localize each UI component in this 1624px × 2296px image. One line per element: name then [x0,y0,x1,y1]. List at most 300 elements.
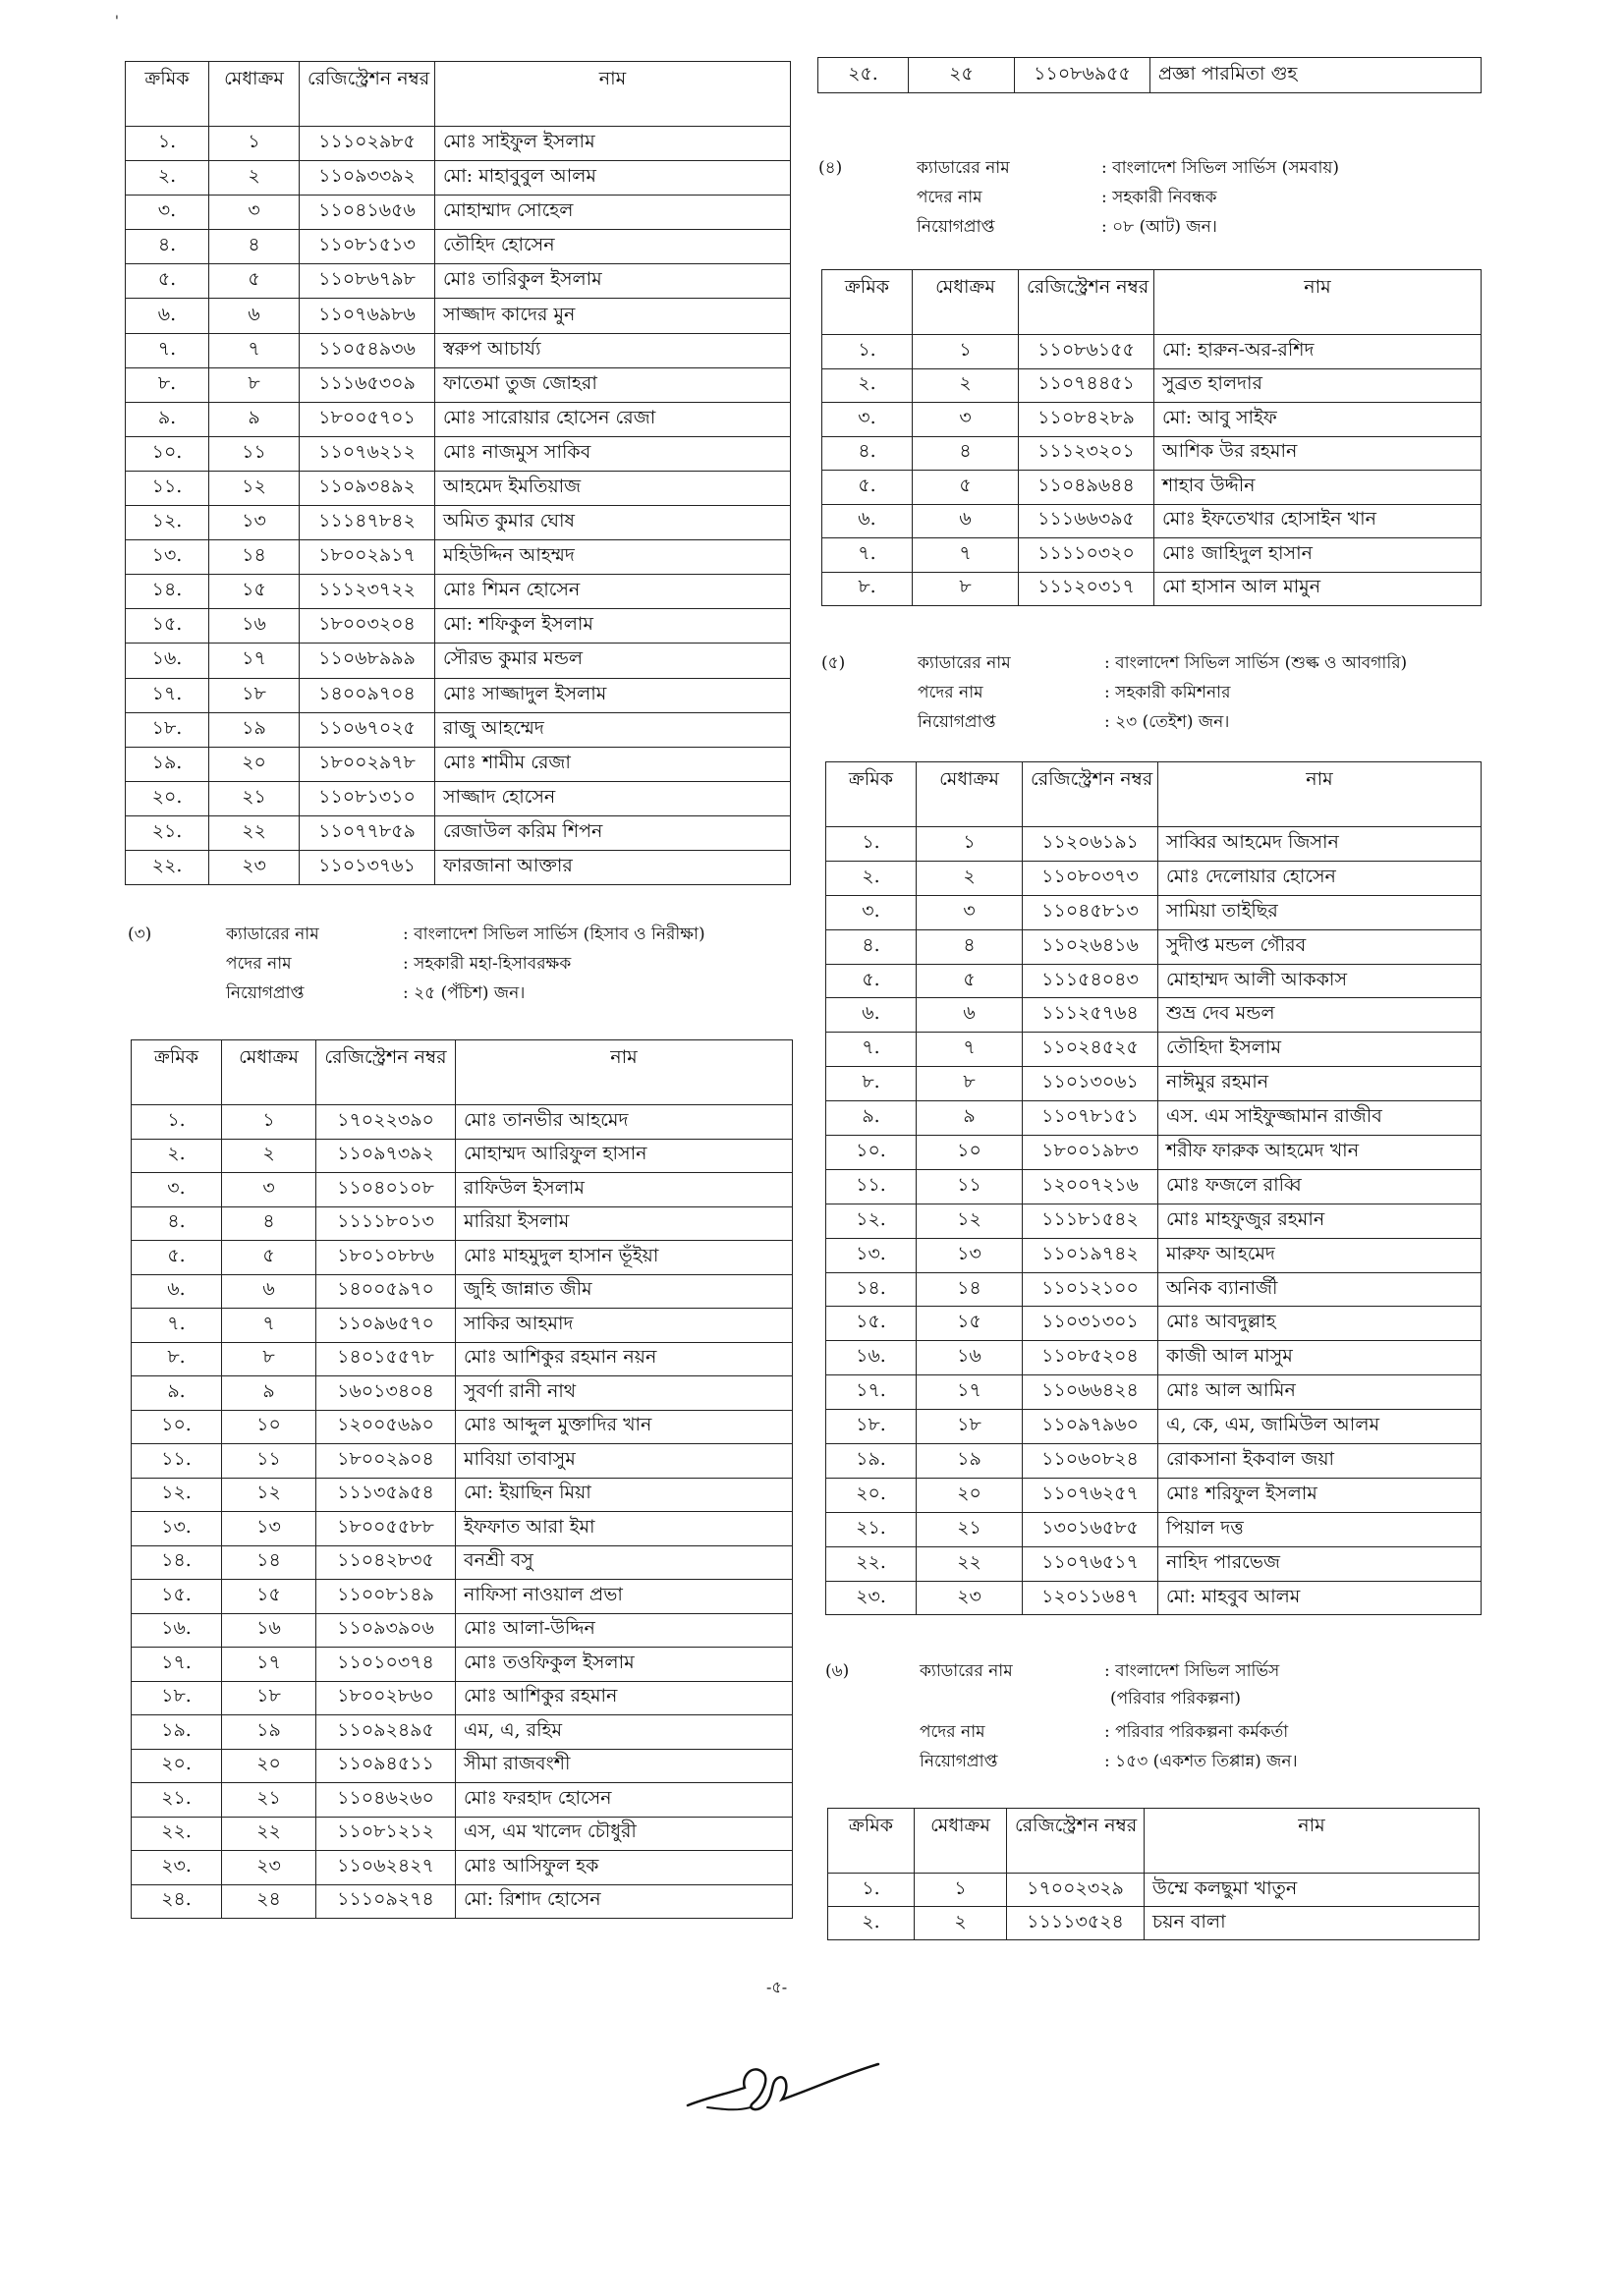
name-cell: এস. এম সাইফুজ্জামান রাজীব [1158,1101,1482,1136]
registration-cell: ১১০৮৫২০৪ [1023,1341,1158,1375]
table-row [826,895,1482,929]
serial-cell: ৭. [826,1033,917,1067]
merit-cell: ৮ [222,1342,316,1376]
serial-cell: ১৭. [126,678,209,712]
merit-cell: ২১ [209,781,300,815]
merit-cell: ১৭ [209,644,300,678]
merit-cell: ২৩ [222,1851,316,1885]
name-cell: মো: ইয়াছিন মিয়া [456,1478,793,1512]
table-row [826,1375,1482,1410]
name-cell: পিয়াল দত্ত [1158,1512,1482,1546]
merit-cell: ১৬ [917,1341,1023,1375]
merit-cell: ২১ [917,1512,1023,1546]
header-merit: মেধাক্রম [915,1809,1007,1874]
registration-cell: ১১১০৯২৭৪ [316,1884,456,1919]
merit-cell: ২০ [222,1749,316,1783]
name-cell: মোঃ ফরহাদ হোসেন [456,1783,793,1818]
merit-cell: ১৫ [222,1580,316,1614]
post-label: পদের নাম [917,188,982,207]
registration-cell: ১৪০০৯৭০৪ [300,678,435,712]
serial-cell: ১০. [132,1410,222,1444]
name-cell: মোঃ তানভীর আহমেদ [456,1105,793,1140]
registration-cell: ১৭০০২৩২৯ [1007,1874,1145,1907]
table-row [126,230,791,264]
merit-cell: ১৯ [209,712,300,747]
registration-cell: ১২০০৭২১৬ [1023,1169,1158,1204]
registration-cell: ১৮০০২৮৬০ [316,1681,456,1715]
name-cell: সুব্রত হালদার [1154,368,1482,403]
serial-cell: ২০. [126,781,209,815]
table-row [132,1884,793,1919]
table-row [826,1136,1482,1170]
table-row [126,299,791,333]
serial-cell: ৫. [822,471,913,505]
table-row [826,929,1482,964]
name-cell: কাজী আল মাসুম [1158,1341,1482,1375]
table-row [132,1851,793,1885]
cadre-label: ক্যাডারের নাম [920,1661,1013,1681]
merit-cell: ৭ [917,1033,1023,1067]
registration-cell: ১১০৮৬৭৯৮ [300,264,435,299]
serial-cell: ৬. [822,504,913,538]
name-cell: মোঃ আশিকুর রহমান [456,1681,793,1715]
registration-cell: ১১০৮৬১৫৫ [1019,335,1154,369]
serial-cell: ১৪. [126,575,209,609]
serial-cell: ১. [828,1874,915,1907]
registration-cell: ১১০৬৭০২৫ [300,712,435,747]
table-cadre-2 [125,61,791,885]
serial-cell: ১৭. [132,1648,222,1682]
name-cell: বনশ্রী বসু [456,1545,793,1580]
name-cell: মোঃ তওফিকুল ইসলাম [456,1648,793,1682]
merit-cell: ৯ [209,402,300,436]
merit-cell: ২ [913,368,1019,403]
serial-cell: ৭. [132,1309,222,1343]
name-cell: উম্মে কলছুমা খাতুন [1145,1874,1480,1907]
registration-cell: ১১১৮১৫৪২ [1023,1204,1158,1238]
merit-cell: ৮ [913,572,1019,606]
header-merit: মেধাক্রম [913,270,1019,335]
name-cell: সাজ্জাদ হোসেন [435,781,791,815]
page-number: -৫- [766,1978,788,1996]
header-name: নাম [1158,762,1482,827]
table-row [132,1648,793,1682]
serial-cell: ১১. [132,1444,222,1479]
name-cell: মো: আবু সাইফ [1154,403,1482,437]
serial-cell: ৯. [126,402,209,436]
registration-cell: ১১০৯৪৫১১ [316,1749,456,1783]
merit-cell: ৬ [917,998,1023,1033]
registration-cell: ১১০২৬৪১৬ [1023,929,1158,964]
table-row [132,1512,793,1546]
merit-cell: ১৫ [917,1307,1023,1341]
table-row [126,644,791,678]
merit-cell: ১ [209,127,300,161]
name-cell: মারিয়া ইসলাম [456,1206,793,1241]
cadre-value: : বাংলাদেশ সিভিল সার্ভিস (শুল্ক ও আবগারি) [1104,653,1408,673]
registration-cell: ১১০৪৫৮১৩ [1023,895,1158,929]
serial-cell: ১৬. [132,1613,222,1648]
merit-cell: ১৮ [917,1410,1023,1444]
header-serial: ক্রমিক [132,1040,222,1105]
serial-cell: ১. [822,335,913,369]
registration-cell: ১৮০০৩২০৪ [300,609,435,644]
merit-cell: ২ [222,1139,316,1173]
serial-cell: ৬. [132,1274,222,1309]
serial-cell: ৩. [126,196,209,230]
table-row [132,1105,793,1140]
count-label: নিয়োগপ্রাপ্ত [920,1752,998,1771]
merit-cell: ১ [913,335,1019,369]
table-row [132,1783,793,1818]
table-row [822,572,1482,606]
header-name: নাম [1145,1809,1480,1874]
name-cell: সীমা রাজবংশী [456,1749,793,1783]
merit-cell: ২ [209,161,300,196]
serial-cell: ১৯. [826,1444,917,1479]
name-cell: মো: মাহাবুবুল আলম [435,161,791,196]
merit-cell: ৫ [917,964,1023,998]
table-row [126,678,791,712]
table-row [126,781,791,815]
serial-cell: ২. [828,1907,915,1940]
table-row [826,1307,1482,1341]
name-cell: মোঃ সাজ্জাদুল ইসলাম [435,678,791,712]
registration-cell: ১৪০০৫৯৭০ [316,1274,456,1309]
registration-cell: ১৭০২২৩৯০ [316,1105,456,1140]
table-row [826,827,1482,862]
serial-cell: ৭. [126,333,209,367]
name-cell: মোঃ আল আমিন [1158,1375,1482,1410]
registration-cell: ১১০৬৬৪২৪ [1023,1375,1158,1410]
count-label: নিয়োগপ্রাপ্ত [918,712,996,732]
serial-cell: ৯. [132,1376,222,1411]
registration-cell: ১১০১৯৭৪২ [1023,1238,1158,1272]
name-cell: মোঃ সারোয়ার হোসেন রেজা [435,402,791,436]
header-serial: ক্রমিক [822,270,913,335]
merit-cell: ১ [917,827,1023,862]
post-value: : পরিবার পরিকল্পনা কর্মকর্তা [1104,1722,1289,1742]
table-row [822,368,1482,403]
table-row [132,1749,793,1783]
table-row [826,1067,1482,1101]
cadre-value-line-2: (পরিবার পরিকল্পনা) [1110,1689,1242,1708]
merit-cell: ৭ [222,1309,316,1343]
table-row [132,1342,793,1376]
name-cell: মোঃ আশিকুর রহমান নয়ন [456,1342,793,1376]
registration-cell: ১১০৬২৪২৭ [316,1851,456,1885]
serial-cell: ২. [822,368,913,403]
name-cell: সাকির আহমাদ [456,1309,793,1343]
serial-cell: ৪. [826,929,917,964]
merit-cell: ৯ [222,1376,316,1411]
name-cell: নাফিসা নাওয়াল প্রভা [456,1580,793,1614]
registration-cell: ১১১২৩৭২২ [300,575,435,609]
serial-cell: ২৪. [132,1884,222,1919]
name-cell: অমিত কুমার ঘোষ [435,506,791,540]
name-cell: রাফিউল ইসলাম [456,1173,793,1207]
merit-cell: ১২ [209,471,300,505]
serial-cell: ২০. [826,1478,917,1512]
header-serial: ক্রমিক [826,762,917,827]
name-cell: তৌহিদ হোসেন [435,230,791,264]
registration-cell: ১২০১১৬৪৭ [1023,1581,1158,1615]
merit-cell: ১৩ [222,1512,316,1546]
table-row [126,471,791,505]
count-value: : ২৫ (পঁচিশ) জন। [403,983,526,1003]
name-cell: মো: হারুন-অর-রশিদ [1154,335,1482,369]
serial-cell: ২২. [126,850,209,884]
name-cell: সুবর্ণা রানী নাথ [456,1376,793,1411]
table-row [132,1817,793,1851]
merit-cell: ১৬ [209,609,300,644]
table-row [126,506,791,540]
merit-cell: ৫ [913,471,1019,505]
header-serial: ক্রমিক [828,1809,915,1874]
merit-cell: ১১ [209,436,300,471]
cadre-value: : বাংলাদেশ সিভিল সার্ভিস [1104,1661,1280,1681]
serial-cell: ১২. [826,1204,917,1238]
table-row [126,575,791,609]
name-cell: মোঃ ফজলে রাব্বি [1158,1169,1482,1204]
post-value: : সহকারী কমিশনার [1104,683,1231,702]
serial-cell: ৫. [126,264,209,299]
name-cell: রেজাউল করিম শিপন [435,815,791,850]
registration-cell: ১১২০৬১৯১ [1023,827,1158,862]
registration-cell: ১১০৭৬৯৮৬ [300,299,435,333]
header-registration: রেজিস্ট্রেশন নম্বর [1023,762,1158,827]
merit-cell: ৭ [913,538,1019,573]
merit-cell: ১৮ [209,678,300,712]
registration-cell: ১১১২০৩১৭ [1019,572,1154,606]
section-number: (৬) [825,1661,850,1681]
serial-cell: ২০. [132,1749,222,1783]
table-row [132,1613,793,1648]
name-cell: মোঃ মাহফুজুর রহমান [1158,1204,1482,1238]
table-row [822,471,1482,505]
name-cell: মোঃ আলা-উদ্দিন [456,1613,793,1648]
registration-cell: ১১০৮৪২৮৯ [1019,403,1154,437]
name-cell: ফারজানা আক্তার [435,850,791,884]
registration-cell: ১১০৪২৮৩৫ [316,1545,456,1580]
table-row [826,1341,1482,1375]
table-row [822,403,1482,437]
registration-cell: ১১০৮১৩১০ [300,781,435,815]
serial-cell: ২২. [826,1546,917,1581]
header-serial: ক্রমিক [126,62,209,127]
registration-cell: ১১০৯৬৫৭০ [316,1309,456,1343]
registration-cell: ১১০৯৩৯০৬ [316,1613,456,1648]
name-cell: মোঃ দেলোয়ার হোসেন [1158,861,1482,895]
count-value: : ২৩ (তেইশ) জন। [1104,712,1230,732]
name-cell: তৌহিদা ইসলাম [1158,1033,1482,1067]
merit-cell: ১ [915,1874,1007,1907]
table-cadre-3 [131,1039,793,1919]
registration-cell: ১১১১৩৫২৪ [1007,1907,1145,1940]
name-cell: মোহাম্মদ আরিফুল হাসান [456,1139,793,1173]
merit-cell: ১৪ [222,1545,316,1580]
name-cell: নাঈমুর রহমান [1158,1067,1482,1101]
header-registration: রেজিস্ট্রেশন নম্বর [316,1040,456,1105]
table-row [822,436,1482,471]
name-cell: মোঃ আব্দুল মুক্তাদির খান [456,1410,793,1444]
table-row [132,1274,793,1309]
registration-cell: ১১০৫৪৯৩৬ [300,333,435,367]
registration-cell: ১১০৪০১০৮ [316,1173,456,1207]
post-value: : সহকারী নিবন্ধক [1101,188,1217,207]
serial-cell: ২. [826,861,917,895]
table-row [132,1309,793,1343]
merit-cell: ২৪ [222,1884,316,1919]
registration-cell: ১১১৫৪০৪৩ [1023,964,1158,998]
table-row [126,712,791,747]
count-value: : ১৫৩ (একশত তিপ্পান্ন) জন। [1104,1752,1298,1771]
serial-cell: ২৩. [132,1851,222,1885]
table-row [126,196,791,230]
merit-cell: ৩ [222,1173,316,1207]
post-value: : সহকারী মহা-হিসাবরক্ষক [403,954,572,974]
merit-cell: ১৩ [917,1238,1023,1272]
section-number: (৪) [818,158,843,178]
merit-cell: ২২ [222,1817,316,1851]
serial-cell: ১৭. [826,1375,917,1410]
post-label: পদের নাম [226,954,292,974]
table-row [822,504,1482,538]
registration-cell: ১১০৮১২১২ [316,1817,456,1851]
registration-cell: ১৬০১৩৪০৪ [316,1376,456,1411]
cadre-label: ক্যাডারের নাম [918,653,1011,673]
registration-cell: ১১০১০৩৭৪ [316,1648,456,1682]
table-row [826,1238,1482,1272]
merit-cell: ১৭ [222,1648,316,1682]
table-row [826,1512,1482,1546]
serial-cell: ৬. [826,998,917,1033]
merit-cell: ৬ [209,299,300,333]
registration-cell: ১১০১৩০৬১ [1023,1067,1158,1101]
merit-cell: ১৩ [209,506,300,540]
table-row [826,1272,1482,1307]
name-cell: মোঃ নাজমুস সাকিব [435,436,791,471]
merit-cell: ৪ [209,230,300,264]
registration-cell: ১১১১০৩২০ [1019,538,1154,573]
cadre-value: : বাংলাদেশ সিভিল সার্ভিস (সমবায়) [1101,158,1340,178]
name-cell: সাজ্জাদ কাদের মুন [435,299,791,333]
registration-cell: ১৮০০২৯০৪ [316,1444,456,1479]
table-row [126,436,791,471]
serial-cell: ৭. [822,538,913,573]
table-row [826,1033,1482,1067]
table-row [132,1444,793,1479]
table-row [822,335,1482,369]
merit-cell: ২৩ [917,1581,1023,1615]
merit-cell: ২৩ [209,850,300,884]
name-cell: সামিয়া তাইছির [1158,895,1482,929]
table-row [126,367,791,402]
registration-cell: ১১০১৩৭৬১ [300,850,435,884]
name-cell: স্বরুপ আচার্য্য [435,333,791,367]
table-row [132,1580,793,1614]
serial-cell: ১২. [132,1478,222,1512]
registration-cell: ১১০৯৩৩৯২ [300,161,435,196]
registration-cell: ১১০৯৩৪৯২ [300,471,435,505]
registration-cell: ১১০২৪৫২৫ [1023,1033,1158,1067]
serial-cell: ১৯. [132,1715,222,1750]
post-label: পদের নাম [918,683,983,702]
name-cell: সুদীপ্ত মন্ডল গৌরব [1158,929,1482,964]
header-registration: রেজিস্ট্রেশন নম্বর [1007,1809,1145,1874]
header-name: নাম [456,1040,793,1105]
table-row [126,161,791,196]
name-cell: মো: মাহবুব আলম [1158,1581,1482,1615]
count-value: : ০৮ (আট) জন। [1101,217,1217,237]
merit-cell: ৩ [913,403,1019,437]
name-cell: রাজু আহম্মেদ [435,712,791,747]
name-cell: মো হাসান আল মামুন [1154,572,1482,606]
merit-cell: ৪ [913,436,1019,471]
serial-cell: ৩. [132,1173,222,1207]
serial-cell: ২১. [126,815,209,850]
name-cell: ফাতেমা তুজ জোহরা [435,367,791,402]
name-cell: মোঃ জাহিদুল হাসান [1154,538,1482,573]
count-label: নিয়োগপ্রাপ্ত [917,217,995,237]
table-row [826,1410,1482,1444]
registration-cell: ১১০০৮১৪৯ [316,1580,456,1614]
table-row [126,264,791,299]
serial-cell: ৫. [132,1241,222,1275]
registration-cell: ১১১১৮০১৩ [316,1206,456,1241]
merit-cell: ৮ [917,1067,1023,1101]
merit-cell: ২ [917,861,1023,895]
serial-cell: ১৩. [126,540,209,575]
merit-cell: ২২ [209,815,300,850]
registration-cell: ১১০৭৪৪৫১ [1019,368,1154,403]
table-row [132,1139,793,1173]
registration-cell: ১১০৭৮১৫১ [1023,1101,1158,1136]
name-cell: মোহাম্মদ আলী আককাস [1158,964,1482,998]
name-cell: মোঃ শামীম রেজা [435,747,791,781]
registration-cell: ১১০৯৭৩৯২ [316,1139,456,1173]
serial-cell: ১৮. [126,712,209,747]
name-cell: মো: রিশাদ হোসেন [456,1884,793,1919]
table-row [826,1478,1482,1512]
registration-cell: ১১০৭৬২১২ [300,436,435,471]
table-row [132,1545,793,1580]
table-row [126,127,791,161]
merit-cell: ১ [222,1105,316,1140]
table-row [826,1204,1482,1238]
merit-cell: ১০ [917,1136,1023,1170]
registration-cell: ১৮০০৫৫৮৮ [316,1512,456,1546]
serial-cell: ১৬. [826,1341,917,1375]
merit-cell: ১০ [222,1410,316,1444]
table-row [126,540,791,575]
table-row [828,1907,1480,1940]
registration-cell: ১১০৭৭৮৫৯ [300,815,435,850]
registration-cell: ১১০৪৬২৬০ [316,1783,456,1818]
merit-cell: ১৭ [917,1375,1023,1410]
name-cell: এস, এম খালেদ চৌধুরী [456,1817,793,1851]
serial-cell: ৮. [126,367,209,402]
name-cell: নাহিদ পারভেজ [1158,1546,1482,1581]
table-row [126,609,791,644]
table-row [822,538,1482,573]
registration-cell: ১১১২৩২০১ [1019,436,1154,471]
header-name: নাম [435,62,791,127]
serial-cell: ৫. [826,964,917,998]
table-row [826,1444,1482,1479]
table-row [132,1681,793,1715]
registration-cell: ১১০৬৮৯৯৯ [300,644,435,678]
